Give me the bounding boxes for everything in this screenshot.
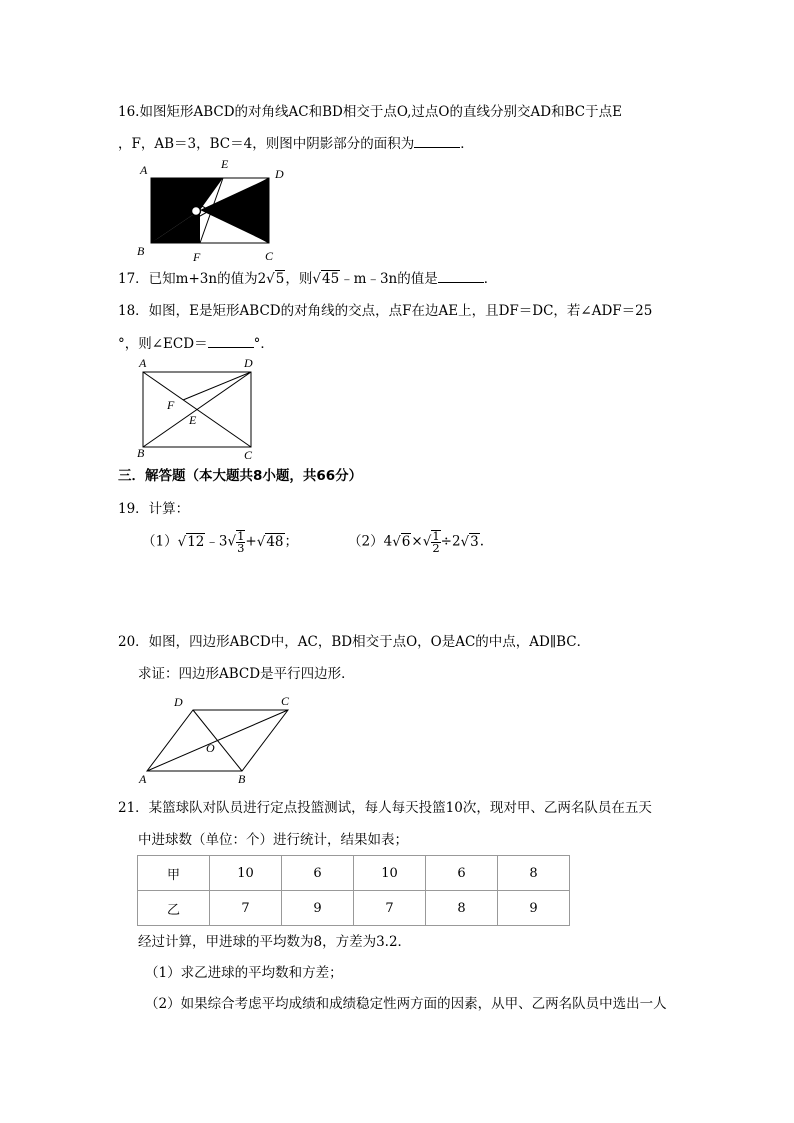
q20-line1: 20．如图，四边形ABCD中，AC，BD相交于点O，O是AC的中点，AD∥BC． — [118, 634, 591, 650]
q17-post: ﹣m﹣3n的值是 — [340, 271, 438, 287]
q18-line1: 18．如图，E是矩形ABCD的对角线的交点，点F在边AE上，且DF＝DC，若∠ADF＝25 — [118, 303, 653, 319]
q19-part1: （1）√12﹣3√ $\frac{1}{3}$ +√48； — [142, 529, 299, 555]
section-heading: 三．解答题（本大题共8小题，共66分） — [118, 468, 363, 484]
q18-text: °，则∠ECD＝ — [118, 336, 208, 352]
q16-line2 — [118, 133, 474, 154]
sqrt-5: √5 — [266, 271, 285, 287]
label-d: D — [275, 167, 284, 181]
table-cell: 7 — [210, 891, 282, 926]
q21-line2: 中进球数（单位：个）进行统计，结果如表； — [138, 832, 408, 848]
label-c: C — [265, 249, 274, 263]
label-f: F — [193, 250, 201, 264]
label-c: C — [244, 448, 253, 462]
table-cell: 10 — [354, 856, 426, 891]
q16-figure — [130, 152, 290, 264]
q17-line — [118, 268, 497, 289]
table-cell: 8 — [498, 856, 570, 891]
q18-end: °． — [253, 336, 274, 352]
label-o: O — [206, 741, 215, 755]
label-a: A — [139, 356, 147, 370]
q20-line2: 求证：四边形ABCD是平行四边形． — [138, 666, 355, 682]
table-cell: 乙 — [138, 891, 210, 926]
q19-title: 19．计算： — [118, 501, 190, 517]
q16-text: ，F，AB＝3，BC＝4，则图中阴影部分的面积为 — [118, 136, 415, 152]
label-f: F — [167, 398, 175, 412]
score-table — [137, 855, 570, 926]
table-cell: 6 — [282, 856, 354, 891]
q17-mid: ，则 — [285, 271, 313, 287]
label-d: D — [174, 695, 183, 709]
table-row — [138, 891, 570, 926]
table-cell: 6 — [426, 856, 498, 891]
q21-line4: （1）求乙进球的平均数和方差； — [145, 965, 343, 981]
point-o-marker — [192, 207, 201, 216]
label-b: B — [137, 446, 145, 460]
table-cell: 7 — [354, 891, 426, 926]
q18-line2 — [118, 333, 274, 354]
label-e: E — [189, 413, 197, 427]
q21-line1: 21．某篮球队对队员进行定点投篮测试，每人每天投篮10次，现对甲、乙两名队员在五天 — [118, 800, 652, 816]
sqrt-45: √45 — [312, 271, 340, 287]
q18-figure — [132, 354, 262, 462]
table-cell: 10 — [210, 856, 282, 891]
table-cell: 8 — [426, 891, 498, 926]
label-b: B — [238, 772, 246, 786]
label-c: C — [281, 694, 290, 708]
table-cell: 甲 — [138, 856, 210, 891]
label-d: D — [244, 356, 253, 370]
q16-end: ． — [460, 136, 474, 152]
label-b: B — [137, 244, 145, 258]
table-row — [138, 856, 570, 891]
q17-pre: 17．已知m+3n的值为2 — [118, 271, 267, 287]
q16-line1: 16.如图矩形ABCD的对角线AC和BD相交于点O,过点O的直线分别交AD和BC于点E — [118, 104, 622, 120]
label-e: E — [221, 157, 229, 171]
table-cell: 9 — [282, 891, 354, 926]
q19-part2: （2）4√6×√ $\frac{1}{2}$ ÷2√3. — [348, 529, 485, 555]
q21-line5: （2）如果综合考虑平均成绩和成绩稳定性两方面的因素，从甲、乙两名队员中选出一人 — [145, 996, 667, 1012]
q17-end: ． — [483, 271, 498, 287]
table-cell: 9 — [498, 891, 570, 926]
answer-blank[interactable] — [438, 268, 484, 283]
answer-blank[interactable] — [414, 133, 460, 148]
q21-line3: 经过计算，甲进球的平均数为8，方差为3.2． — [138, 934, 412, 950]
answer-blank[interactable] — [208, 333, 254, 348]
label-a: A — [140, 163, 148, 177]
label-a: A — [139, 772, 147, 786]
q20-figure — [134, 691, 304, 787]
